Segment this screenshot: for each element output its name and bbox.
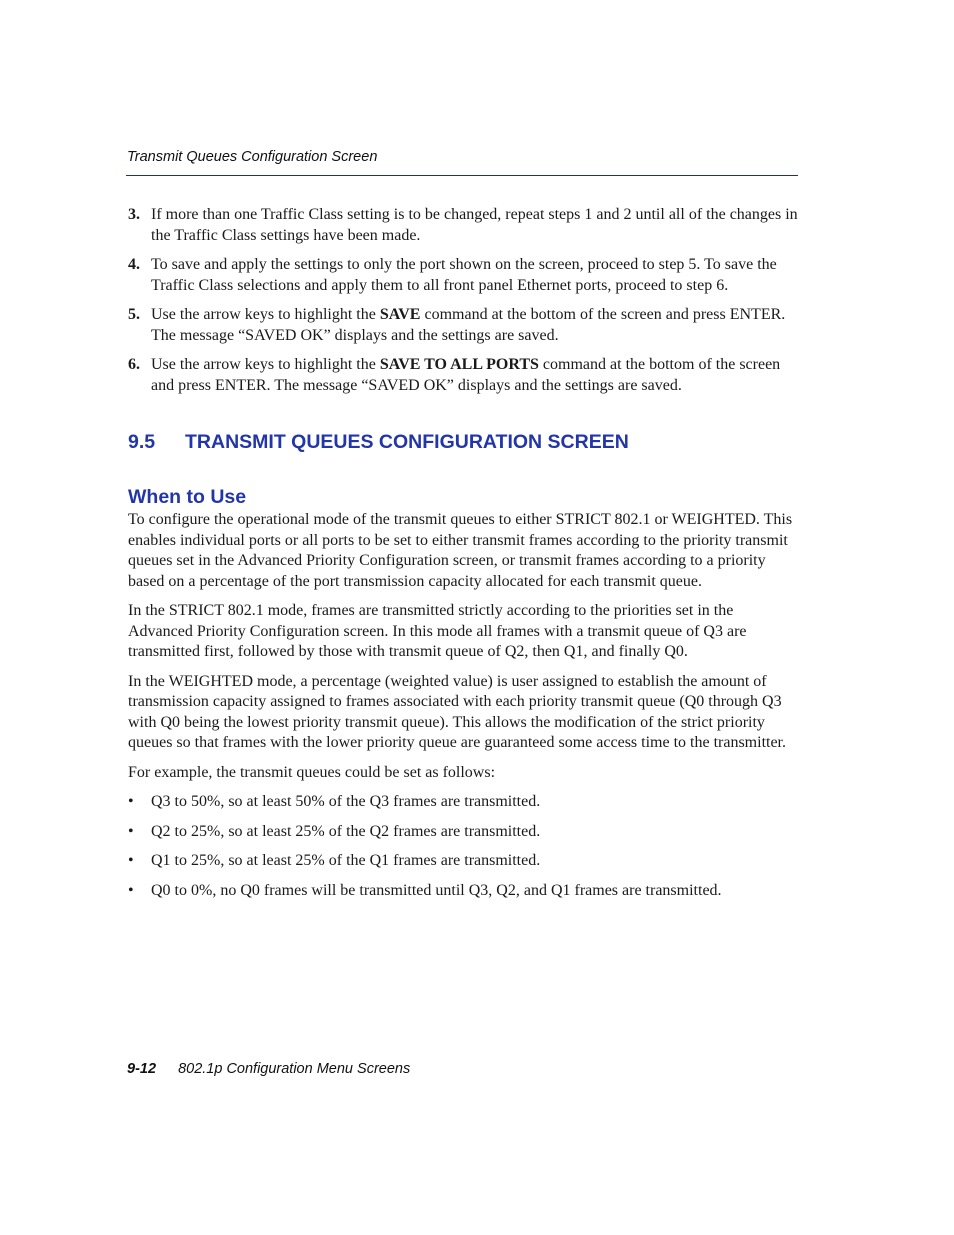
step-5 — [128, 305, 800, 346]
list-item-text: Q0 to 0%, no Q0 frames will be transmitted until Q3, Q2, and Q1 frames are transmitted. — [151, 881, 722, 899]
list-item — [128, 851, 800, 872]
page-body — [128, 205, 800, 910]
section-heading — [128, 430, 800, 454]
paragraph-intro: To configure the operational mode of the transmit queues to either STRICT 802.1 or WEIGHTED. This enables individual ports or all ports to be set to either transmit frames according to the priority transmit queues set in the Advanced Priority Configuration screen, or transmit frames according to a priority based on a percentage of the port transmission capacity allocated for each transmit queue. — [128, 511, 793, 590]
step-3 — [128, 205, 800, 246]
step-text-post: command at the bottom of the screen and press ENTER. The message “SAVED OK” displays and the settings are saved. — [151, 356, 781, 394]
step-text — [151, 355, 800, 396]
page-number: 9-12 — [127, 1061, 157, 1077]
save-to-all-ports-command: SAVE TO ALL PORTS — [379, 356, 539, 373]
step-text-pre: Use the arrow keys to highlight the — [151, 306, 380, 323]
subsection-heading: When to Use — [128, 486, 247, 508]
step-text: To save and apply the settings to only the port shown on the screen, proceed to step 5. To save the Traffic Class selections and apply them to all front panel Ethernet ports, proceed to step 6. — [151, 256, 777, 294]
step-number: 5. — [128, 306, 140, 323]
queue-example-list — [128, 792, 800, 901]
save-command: SAVE — [379, 306, 421, 323]
paragraph-weighted-mode: In the WEIGHTED mode, a percentage (weighted value) is user assigned to establish the amount of transmission capacity assigned to frames associated with each priority transmit queue (Q0 through Q3 with Q0 being the lowest priority transmit queue). This allows the modification of the strict priority queues so that frames with the lower priority queue are guaranteed some access time to the transmitter. — [128, 672, 786, 751]
step-text-pre: Use the arrow keys to highlight the — [151, 356, 380, 373]
step-6 — [128, 355, 800, 396]
step-number: 6. — [128, 356, 140, 373]
step-4 — [128, 255, 800, 296]
list-item-text: Q1 to 25%, so at least 25% of the Q1 frames are transmitted. — [151, 852, 541, 869]
list-item — [128, 792, 800, 813]
bullet-icon: • — [128, 793, 134, 810]
section-number: 9.5 — [128, 431, 156, 453]
running-header: Transmit Queues Configuration Screen — [127, 149, 378, 165]
step-number: 4. — [128, 256, 140, 273]
paragraph-strict-mode: In the STRICT 802.1 mode, frames are transmitted strictly according to the priorities set in the Advanced Priority Configuration screen. In this mode all frames with a transmit queue of Q3 are transmitted first, followed by those with transmit queue of Q2, then Q1, and finally Q0. — [128, 602, 747, 660]
section-title: TRANSMIT QUEUES CONFIGURATION SCREEN — [185, 431, 629, 453]
list-item — [128, 822, 800, 843]
step-text-post: command at the bottom of the screen and press ENTER. The message “SAVED OK” displays and the settings are saved. — [151, 306, 786, 344]
bullet-icon: • — [128, 881, 134, 899]
list-item — [128, 881, 800, 902]
step-number: 3. — [128, 206, 140, 223]
paragraph-example: For example, the transmit queues could be set as follows: — [128, 763, 496, 781]
step-text: If more than one Traffic Class setting is to be changed, repeat steps 1 and 2 until all of the changes in the Traffic Class settings have been made. — [151, 206, 798, 244]
bullet-icon: • — [128, 822, 134, 840]
header-rule — [126, 175, 798, 176]
step-text — [151, 305, 800, 346]
list-item-text: Q3 to 50%, so at least 50% of the Q3 frames are transmitted. — [151, 793, 541, 810]
running-footer — [127, 1061, 410, 1077]
chapter-title: 802.1p Configuration Menu Screens — [178, 1061, 411, 1077]
list-item-text: Q2 to 25%, so at least 25% of the Q2 frames are transmitted. — [151, 822, 541, 840]
bullet-icon: • — [128, 852, 134, 869]
